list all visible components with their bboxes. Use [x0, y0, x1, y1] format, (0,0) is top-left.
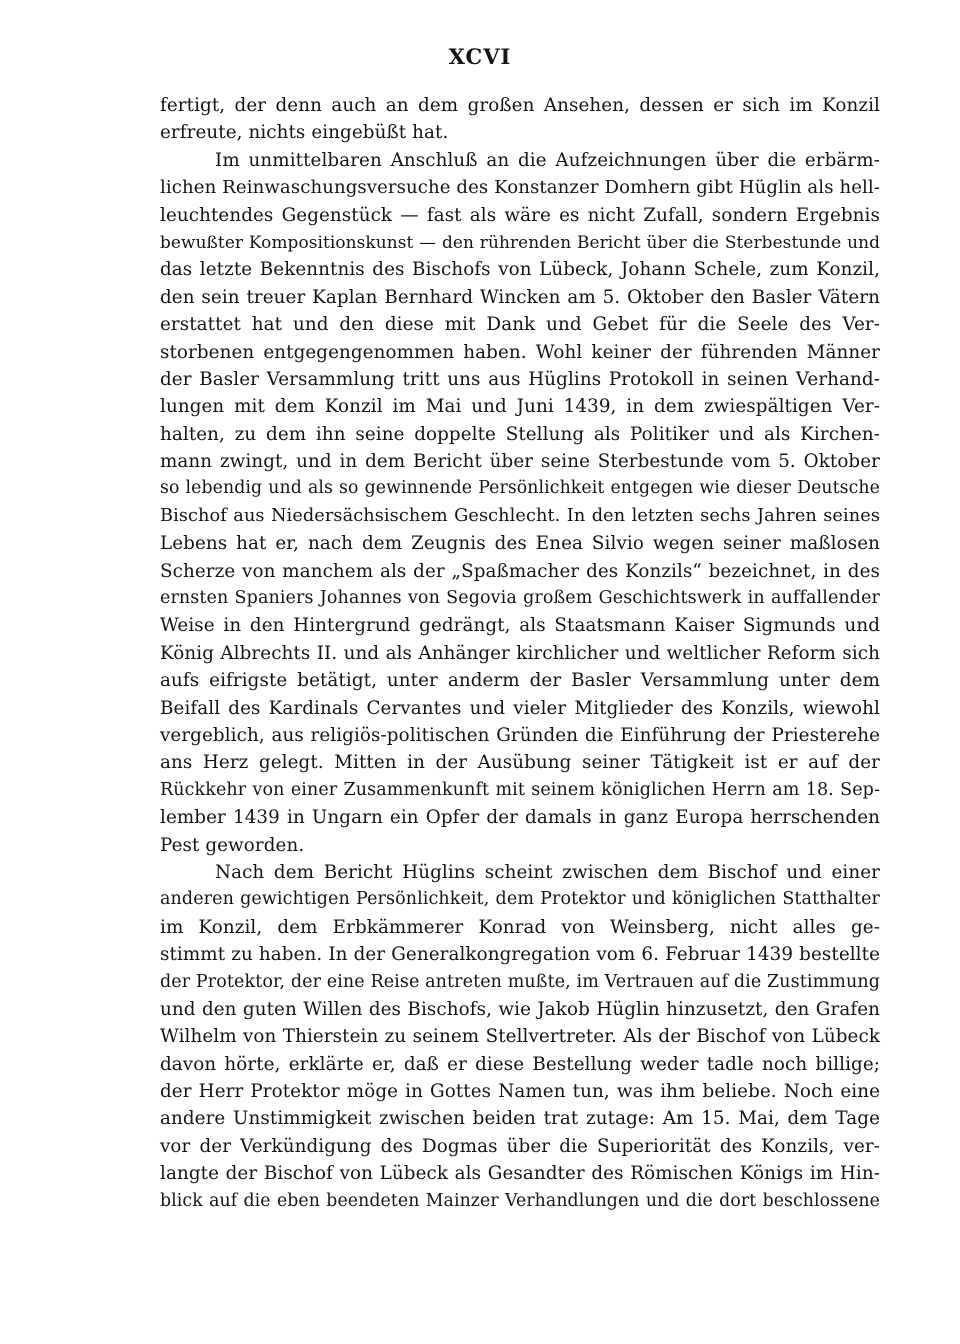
text-line: lungen mit dem Konzil im Mai und Juni 1439, in dem zwiespältigen Ver- [160, 396, 880, 418]
text-line: Lebens hat er, nach dem Zeugnis des Enea Silvio wegen seiner maßlosen [160, 533, 880, 555]
text-line: Beifall des Kardinals Cervantes und vieler Mitglieder des Konzils, wiewohl [160, 697, 880, 719]
text-line: davon hörte, erklärte er, daß er diese Bestellung weder tadle noch billige; [160, 1053, 880, 1075]
text-line: Bischof aus Niedersächsischem Geschlecht. In den letzten sechs Jahren seines [160, 505, 880, 526]
text-line: lichen Reinwaschungsversuche des Konstanzer Domhern gibt Hüglin als hell- [160, 177, 880, 199]
text-line: Im unmittelbaren Anschluß an die Aufzeichnungen über die erbärm- [215, 149, 880, 171]
text-line: Weise in den Hintergrund gedrängt, als Staatsmann Kaiser Sigmunds und [160, 615, 880, 637]
text-line: ans Herz gelegt. Mitten in der Ausübung seiner Tätigkeit ist er auf der [160, 752, 880, 774]
text-line: den sein treuer Kaplan Bernhard Wincken am 5. Oktober den Basler Vätern [160, 286, 880, 308]
text-line: mann zwingt, und in dem Bericht über seine Sterbestunde vom 5. Oktober [160, 451, 880, 473]
text-line: blick auf die eben beendeten Mainzer Verhandlungen und die dort beschlossene [160, 1190, 880, 1211]
text-line: erstattet hat und den diese mit Dank und Gebet für die Seele des Ver- [160, 314, 880, 336]
text-line: lember 1439 in Ungarn ein Opfer der damals in ganz Europa herrschenden [160, 807, 880, 829]
text-line: der Herr Protektor möge in Gottes Namen tun, was ihm beliebe. Noch eine [160, 1081, 880, 1103]
text-line: im Konzil, dem Erbkämmerer Konrad von Weinsberg, nicht alles ge- [160, 916, 880, 938]
text-line: Pest geworden. [160, 834, 305, 856]
text-line: der Protektor, der eine Reise antreten mußte, im Vertrauen auf die Zustimmung [160, 971, 880, 992]
text-line: und den guten Willen des Bischofs, wie Jakob Hüglin hinzusetzt, den Grafen [160, 998, 880, 1020]
text-line: der Basler Versammlung tritt uns aus Hüglins Protokoll in seinen Verhand- [160, 368, 880, 390]
text-line: König Albrechts II. und als Anhänger kirchlicher und weltlicher Reform sich [160, 642, 880, 664]
text-line: Rückkehr von einer Zusammenkunft mit seinem königlichen Herrn am 18. Sep- [160, 779, 880, 800]
body-text [160, 92, 880, 1215]
text-line: Wilhelm von Thierstein zu seinem Stellvertreter. Als der Bischof von Lübeck [160, 1026, 880, 1048]
text-line: fertigt, der denn auch an dem großen Ansehen, dessen er sich im Konzil [160, 95, 880, 116]
text-line: so lebendig und als so gewinnende Persönlichkeit entgegen wie dieser Deutsche [160, 478, 880, 499]
text-line: bewußter Kompositionskunst — den rührenden Bericht über die Sterbestunde und [160, 231, 880, 252]
text-line: Scherze von manchem als der „Spaßmacher des Konzils“ bezeichnet, in des [160, 560, 880, 582]
text-line: andere Unstimmigkeit zwischen beiden trat zutage: Am 15. Mai, dem Tage [160, 1108, 880, 1130]
text-line: aufs eifrigste betätigt, unter anderm der Basler Versammlung unter dem [160, 670, 880, 692]
text-line: leuchtendes Gegenstück — fast als wäre es nicht Zufall, sondern Ergebnis [160, 204, 880, 226]
text-line: vergeblich, aus religiös-politischen Gründen die Einführung der Priesterehe [160, 724, 880, 746]
text-line: langte der Bischof von Lübeck als Gesandter des Römischen Königs im Hin- [160, 1163, 880, 1185]
text-line: das letzte Bekenntnis des Bischofs von Lübeck, Johann Schele, zum Konzil, [160, 259, 880, 281]
text-line: vor der Verkündigung des Dogmas über die Superiorität des Konzils, ver- [160, 1135, 880, 1157]
text-line: erfreute, nichts eingebüßt hat. [160, 122, 449, 144]
text-line: stimmt zu haben. In der Generalkongregation vom 6. Februar 1439 bestellte [160, 944, 880, 966]
text-line: Nach dem Bericht Hüglins scheint zwischen dem Bischof und einer [215, 861, 880, 883]
text-line: storbenen entgegengenommen haben. Wohl keiner der führenden Männer [160, 341, 880, 363]
page-number: XCVI [448, 44, 512, 69]
text-line: anderen gewichtigen Persönlichkeit, dem Protektor und königlichen Statthalter [160, 889, 880, 910]
text-line: halten, zu dem ihn seine doppelte Stellung als Politiker und als Kirchen- [160, 423, 880, 445]
text-line: ernsten Spaniers Johannes von Segovia großem Geschichtswerk in auffallender [160, 588, 880, 609]
